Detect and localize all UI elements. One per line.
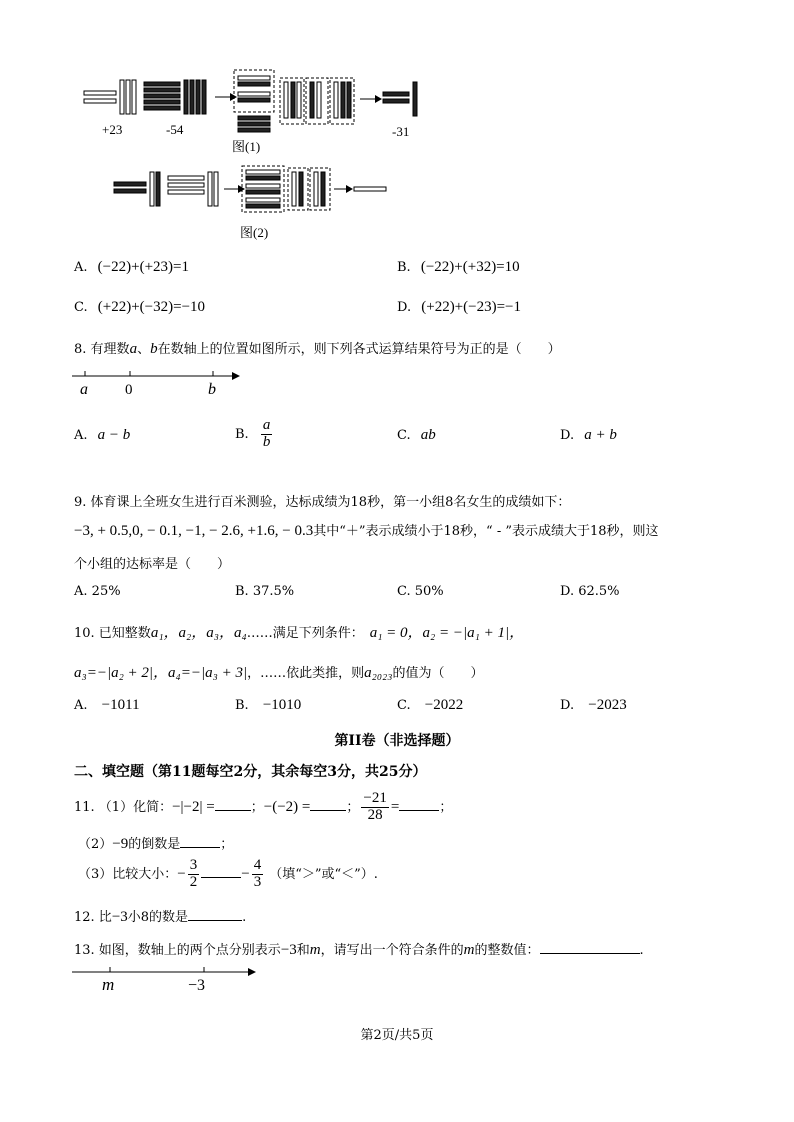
- q11-sep-1: ；: [250, 799, 264, 815]
- q9-option-c-text: 50%: [414, 584, 444, 599]
- q7-option-d: [397, 299, 521, 316]
- q10-option-c-text: −2022: [424, 697, 464, 713]
- q8-option-a-letter: A.: [74, 428, 88, 443]
- q8-option-c-expr: ab: [420, 427, 436, 443]
- q11-answer-blank-1[interactable]: [215, 810, 251, 811]
- q7-option-b-letter: B.: [397, 260, 411, 275]
- q8-option-a: [74, 427, 130, 444]
- q12-text-b: 小8的数是: [127, 910, 189, 925]
- fig1-label-minus54: -54: [166, 122, 184, 137]
- q9-option-b: [235, 584, 294, 599]
- q8-sep: 、: [137, 342, 151, 357]
- q11-answer-blank-2[interactable]: [310, 810, 346, 811]
- q8-var-a: a: [129, 341, 138, 357]
- q13-text-a: 13. 如图，数轴上的两个点分别表示: [74, 943, 281, 958]
- q7-option-c-letter: C.: [74, 300, 88, 315]
- q10-stem-part2: ……满足下列条件：: [246, 626, 364, 641]
- q10-option-d-letter: D.: [560, 698, 575, 713]
- section2-title: 第II卷（非选择题）: [334, 733, 460, 749]
- q7-option-c: [74, 299, 205, 316]
- q7-option-b-expr: (−22)+(+32)=10: [420, 259, 520, 275]
- q11-part3-label: （3）比较大小：: [78, 866, 178, 882]
- q11-fraction-2: [252, 858, 264, 891]
- q8-axis-label-0: 0: [125, 382, 133, 398]
- q11-part1-fraction: [361, 791, 388, 824]
- q11-part1: [74, 791, 452, 824]
- q8-option-c-letter: C.: [397, 428, 411, 443]
- fig1-label-minus31: -31: [392, 124, 410, 139]
- q9-option-d-text: 62.5%: [578, 584, 620, 599]
- q13: [74, 939, 644, 959]
- q10-sequence: a₁，a₂，a₃，a₄: [150, 625, 247, 641]
- q11-part3-hint: （填“＞”或“＜”）.: [269, 866, 378, 882]
- q11-part3: [78, 858, 378, 891]
- q9-option-c-letter: C.: [397, 584, 411, 599]
- q8-axis-label-a: a: [80, 381, 88, 398]
- q10-stem-part3: ，……依此类推，则: [247, 666, 365, 681]
- q7-option-b: [397, 259, 520, 276]
- q11-part1-expr2: −(−2) =: [263, 798, 311, 815]
- figure-1: [80, 66, 440, 156]
- q10-option-b-text: −1010: [262, 697, 302, 713]
- q10-line2: [74, 661, 483, 682]
- q7-option-a: [74, 259, 189, 276]
- q11-answer-blank-4[interactable]: [180, 847, 220, 848]
- q11-part2: [78, 833, 233, 853]
- q13-text-c: ，请写出一个符合条件的: [320, 943, 464, 958]
- q9-option-b-text: 37.5%: [252, 584, 295, 599]
- q8-option-c: [397, 427, 436, 444]
- q13-end: .: [639, 943, 644, 958]
- q11-compare-blank[interactable]: [201, 877, 241, 878]
- q13-axis-label-m: m: [102, 975, 115, 994]
- fig2-caption: 图(2): [240, 225, 269, 240]
- q11-fraction-numerator: −21: [363, 790, 387, 806]
- q7-option-d-letter: D.: [397, 300, 412, 315]
- q12-number: −3: [111, 909, 128, 925]
- q11-sep-3: ；: [439, 799, 453, 815]
- q10-condition1: a₁ = 0，a₂ = −|a₁ + 1|，: [369, 625, 525, 641]
- q11-answer-blank-3[interactable]: [399, 810, 439, 811]
- q7-option-a-letter: A.: [74, 260, 88, 275]
- q13-number: −3: [280, 942, 297, 958]
- q11-equals: =: [390, 798, 400, 815]
- q10-option-a-letter: A.: [74, 698, 88, 713]
- q13-axis-label-minus3: −3: [188, 977, 206, 994]
- q12-text-a: 12. 比: [74, 910, 112, 925]
- q10-option-b: [235, 697, 301, 714]
- q12-answer-blank[interactable]: [188, 920, 242, 921]
- q9-option-d: [560, 584, 620, 599]
- q12: [74, 906, 246, 926]
- q9-option-a-letter: A.: [74, 584, 88, 599]
- q11-fraction-denominator: 28: [367, 806, 383, 823]
- q11-fraction-1-numerator: 3: [189, 857, 198, 873]
- q10-line1: [74, 621, 524, 642]
- q11-part2-number: −9: [112, 836, 129, 852]
- q10-option-d: [560, 697, 627, 714]
- q9-line3: 个小组的达标率是（ ）: [74, 557, 231, 572]
- q10-option-d-text: −2023: [588, 697, 627, 713]
- q8-option-b-letter: B.: [235, 426, 249, 442]
- q11-sep-4: ；: [220, 837, 234, 852]
- q13-text-d: 的整数值：: [474, 943, 540, 958]
- fig1-caption: 图(1): [232, 139, 261, 154]
- q11-neg-2: −: [241, 865, 250, 882]
- q11-sep-2: ；: [346, 799, 360, 815]
- q13-var-m-1: m: [309, 942, 321, 958]
- fig1-label-plus23: +23: [102, 122, 123, 137]
- q11-fraction-2-numerator: 4: [253, 857, 262, 873]
- q8-stem-part1: 有理数: [90, 342, 130, 357]
- q10-option-c-letter: C.: [397, 698, 411, 713]
- q8-stem-part2: 在数轴上的位置如图所示，则下列各式运算结果符号为正的是（ ）: [157, 342, 561, 357]
- q10-option-c: [397, 697, 463, 714]
- q9-data: −3, + 0.5,0, − 0.1, −1, − 2.6, +1.6, − 0.3: [74, 523, 314, 539]
- q10-target: a₂₀₂₃: [364, 665, 393, 681]
- q13-var-m-2: m: [463, 942, 475, 958]
- q11-part1-expr1: −|−2| =: [172, 798, 215, 815]
- q10-stem-part4: 的值为（ ）: [392, 666, 484, 681]
- q11-part2-label: （2）: [78, 837, 113, 852]
- q8-number: 8.: [74, 342, 87, 357]
- q8-number-line: [70, 364, 250, 400]
- q9-option-a-text: 25%: [91, 584, 121, 599]
- q8-stem: [74, 338, 561, 358]
- q8-option-b-fraction: [261, 418, 273, 451]
- q11-fraction-1-denominator: 2: [189, 873, 198, 890]
- q8-option-b: [235, 418, 274, 451]
- figure-2: [110, 162, 400, 244]
- q13-text-b: 和: [296, 943, 310, 958]
- section2-header: 二、填空题（第11题每空2分，其余每空3分，共25分）: [74, 764, 427, 780]
- q9-option-d-letter: D.: [560, 584, 575, 599]
- q9-line2: [74, 520, 659, 540]
- q13-number-line: [70, 962, 270, 996]
- q7-option-a-expr: (−22)+(+23)=1: [97, 259, 189, 275]
- q8-option-d: [560, 427, 617, 444]
- page-footer: 第2页/共5页: [360, 1028, 434, 1043]
- q10-option-a: [74, 697, 140, 714]
- q11-part2-text: 的倒数是: [128, 837, 181, 852]
- q8-option-b-denominator: b: [262, 433, 271, 450]
- q12-end: .: [242, 910, 247, 925]
- q11-neg-1: −: [177, 865, 186, 882]
- q10-option-b-letter: B.: [235, 698, 249, 713]
- q8-option-d-letter: D.: [560, 428, 575, 443]
- q10-stem-part1: 10. 已知整数: [74, 626, 151, 641]
- q9-line1: 9. 体育课上全班女生进行百米测验，达标成绩为18秒，第一小组8名女生的成绩如下：: [74, 495, 571, 510]
- q11-fraction-1: [188, 858, 200, 891]
- q8-option-b-numerator: a: [262, 417, 271, 433]
- q7-option-c-expr: (+22)+(−32)=−10: [97, 299, 206, 315]
- q7-option-d-expr: (+22)+(−23)=−1: [421, 299, 522, 315]
- q8-option-d-expr: a + b: [584, 427, 617, 443]
- q8-var-b: b: [150, 341, 158, 357]
- q8-axis-label-b: b: [208, 381, 216, 398]
- q11-part1-label: 11. （1）化简：: [74, 799, 173, 815]
- q9-option-a: [74, 584, 121, 599]
- q9-option-b-letter: B.: [235, 584, 249, 599]
- q8-option-a-expr: a − b: [97, 427, 131, 443]
- q11-fraction-2-denominator: 3: [253, 873, 262, 890]
- q9-option-c: [397, 584, 444, 599]
- q10-option-a-text: −1011: [101, 697, 140, 713]
- q9-line2-rest: 其中“＋”表示成绩小于18秒，“ - ”表示成绩大于18秒，则这: [313, 524, 659, 539]
- q10-condition2: a₃=−|a₂ + 2|，a₄=−|a₃ + 3|: [74, 665, 248, 681]
- q13-answer-blank[interactable]: [540, 953, 640, 954]
